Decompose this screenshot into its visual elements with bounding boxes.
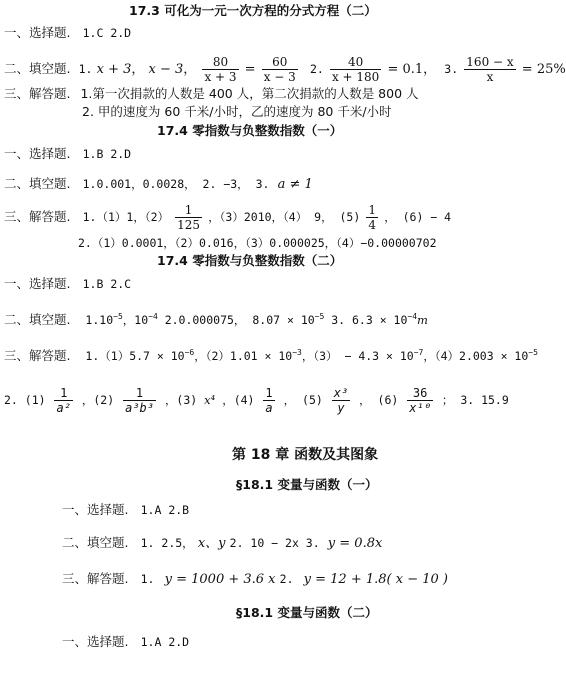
fill-variables-x-y: x、y	[197, 536, 226, 551]
exponent: −5	[528, 348, 538, 357]
fill-value-3: 2.0.000075， 8.07 × 10	[157, 312, 315, 327]
solve-q2-row-17-4-b	[4, 380, 509, 420]
section-title-17-4-b: 17.4 零指数与负整数指数（二）	[157, 253, 343, 268]
choice-label: 一、选择题.	[62, 634, 129, 649]
fraction-60-over-x-minus-3	[262, 55, 298, 84]
fill-expr-a: x + 3	[96, 62, 132, 77]
fill-value-1: 1.10	[85, 312, 114, 327]
solve-number-1: 1.	[140, 572, 155, 586]
solve-row-18-1-a	[62, 571, 448, 588]
solve-part-2: ，（3）2010，（4） 9， (5)	[208, 210, 361, 224]
fraction-denominator: x + 3	[204, 70, 237, 84]
exponent: −5	[113, 312, 123, 321]
solve-row-17-4-a	[4, 200, 451, 235]
choice-row-18-1-a	[62, 502, 189, 519]
fill-value-2: 2. 10 − 2x 3.	[229, 536, 320, 550]
choice-label: 一、选择题.	[4, 146, 71, 161]
fraction-denominator: x + 180	[331, 70, 380, 84]
fraction-1-over-a-squared	[54, 386, 72, 415]
fill-label: 二、填空题.	[4, 311, 71, 327]
fraction-numerator: 40	[330, 55, 381, 70]
fill-expr-b: x − 3	[148, 62, 184, 77]
q2-tail-and-q3: ； 3. 15.9	[441, 393, 509, 407]
exponent: −3	[292, 348, 302, 357]
fraction-denominator: x	[486, 70, 494, 84]
choice-answers: 1.B 2.C	[82, 277, 132, 291]
fraction-1-over-a	[263, 386, 274, 415]
section-title-17-3: 17.3 可化为一元一次方程的分式方程（二）	[129, 3, 377, 18]
fraction-denominator: y	[337, 401, 345, 415]
q2-part-6-label: ， (6)	[359, 393, 399, 407]
fraction-x3-over-y	[332, 386, 350, 415]
q2-part-5-label: ， (5)	[283, 393, 323, 407]
fraction-1-over-a3b3	[123, 386, 156, 415]
fill-a-not-equal-1: a ≠ 1	[277, 177, 313, 192]
solve-label: 三、解答题.	[4, 209, 71, 224]
solve-part-3: ， (6) − 4	[384, 210, 452, 224]
fill-label: 二、填空题.	[4, 176, 71, 191]
solve-equation-2: y = 12 + 1.8( x − 10 )	[303, 572, 448, 587]
fill-q3-number: 3.	[444, 62, 459, 76]
solve-part-3: ，（3） − 4.3 × 10	[301, 348, 414, 363]
chapter-title-18: 第 18 章 函数及其图象	[232, 447, 379, 463]
fill-value-3: y = 0.8x	[327, 536, 383, 551]
fraction-160-minus-x-over-x	[464, 55, 515, 84]
fill-q2-number: 2.	[309, 62, 324, 76]
fill-value-2: ，10	[122, 312, 149, 327]
fraction-denominator: a	[265, 401, 273, 415]
fraction-denominator: x¹⁰	[409, 401, 431, 415]
solve-row-17-3	[4, 86, 419, 102]
equals-sign: =	[244, 62, 256, 77]
q2-part-3-label: ，(3)	[164, 393, 198, 407]
fraction-36-over-x10	[407, 386, 433, 415]
fraction-numerator: 1	[123, 386, 156, 401]
solve-label: 三、解答题.	[62, 571, 129, 586]
fill-q3-rhs: = 25%	[521, 62, 566, 77]
fraction-numerator: 160 − x	[466, 55, 514, 69]
q2-part-1-label: 2. (1)	[4, 393, 46, 407]
fraction-numerator: x³	[333, 386, 349, 400]
solve-part-1: 1.（1）1，（2）	[82, 210, 169, 224]
choice-answers: 1.C 2.D	[82, 26, 132, 40]
exponent: −5	[314, 312, 325, 321]
fraction-numerator: 80	[202, 55, 238, 70]
fill-row-17-3: 二、填空题. 1. x + 3， x − 3， $\frac{80}{x + 3}$ = $\frac{60}{x - 3}$ 2. $\frac{40}{x + 180}$ = 0.1， 3. $\frac{160 - x}{x}$ = 25%	[4, 55, 566, 84]
fraction-40-over-x-plus-180	[330, 55, 381, 84]
fraction-numerator: 60	[262, 55, 298, 70]
q2-part-2-label: ，(2)	[81, 393, 115, 407]
solve-equation-1: y = 1000 + 3.6 x	[164, 572, 276, 587]
choice-label: 一、选择题.	[62, 502, 129, 517]
exponent: −4	[148, 312, 158, 321]
choice-answers: 1.A 2.B	[140, 503, 190, 517]
solve-label: 三、解答题.	[4, 86, 71, 101]
fill-row-18-1-a	[62, 535, 382, 552]
fraction-denominator: a³b³	[125, 401, 154, 415]
fraction-numerator: 1	[175, 203, 202, 218]
choice-label: 一、选择题.	[4, 25, 71, 40]
fraction-denominator: a²	[56, 401, 71, 415]
fraction-1-over-4	[366, 203, 378, 232]
solve-answer-2: 2.（1）0.0001，（2）0.016，（3）0.000025，（4）−0.00000702	[78, 236, 437, 250]
fill-value-4: 3. 6.3 × 10	[324, 312, 408, 327]
fraction-numerator: 1	[54, 386, 72, 401]
fill-row-17-4-a	[4, 176, 313, 193]
fraction-denominator: 125	[177, 218, 201, 232]
fraction-numerator: 36	[407, 386, 433, 401]
fraction-80-over-x-plus-3	[202, 55, 238, 84]
solve-answer-1: 1.第一次捐款的人数是 400 人，第二次捐款的人数是 800 人	[80, 86, 419, 101]
fraction-denominator: 4	[368, 218, 377, 232]
fraction-1-over-125	[175, 203, 202, 232]
fill-label: 二、填空题.	[4, 61, 71, 76]
fill-value-1: 1. 2.5，	[140, 536, 194, 550]
solve-part-4: ，（4）2.003 × 10	[423, 348, 529, 363]
section-title-18-1-a: §18.1 变量与函数（一）	[236, 477, 378, 492]
solve-answer-2: 2. 甲的速度为 60 千米/小时，乙的速度为 80 千米/小时	[82, 104, 392, 119]
choice-row-17-4-b	[4, 276, 131, 293]
fill-q1-number: 1.	[78, 62, 93, 76]
unit-meter: m	[417, 312, 428, 327]
choice-answers: 1.B 2.D	[82, 147, 132, 161]
exponent: −7	[413, 348, 424, 357]
choice-row-17-4-a	[4, 146, 131, 163]
solve-label: 三、解答题.	[4, 347, 71, 363]
exponent: −4	[407, 312, 418, 321]
solve-part-1: 1.（1）5.7 × 10	[85, 348, 185, 363]
fraction-numerator: 1	[265, 386, 273, 400]
solve-part-2: ，（2）1.01 × 10	[194, 348, 293, 363]
q2-part-4-label: ，(4)	[222, 393, 255, 407]
fraction-denominator: x − 3	[263, 70, 296, 84]
section-title-17-4-a: 17.4 零指数与负整数指数（一）	[157, 123, 343, 138]
choice-row-17-3	[4, 25, 131, 42]
fill-label: 二、填空题.	[62, 535, 129, 550]
solve-number-2: 2.	[279, 572, 294, 586]
choice-label: 一、选择题.	[4, 276, 71, 291]
solve-row-17-4-b	[4, 345, 538, 364]
fill-q2-rhs: = 0.1，	[387, 62, 437, 77]
section-title-18-1-b: §18.1 变量与函数（二）	[236, 605, 378, 620]
exponent: −6	[184, 348, 195, 357]
choice-row-18-1-b	[62, 634, 189, 651]
choice-answers: 1.A 2.D	[140, 635, 190, 649]
fill-answers: 1.0.001，0.0028， 2. −3， 3.	[82, 177, 270, 191]
q2-part-3-value: x⁴	[204, 393, 216, 407]
fraction-numerator: 1	[368, 203, 377, 217]
fill-row-17-4-b	[4, 309, 428, 328]
